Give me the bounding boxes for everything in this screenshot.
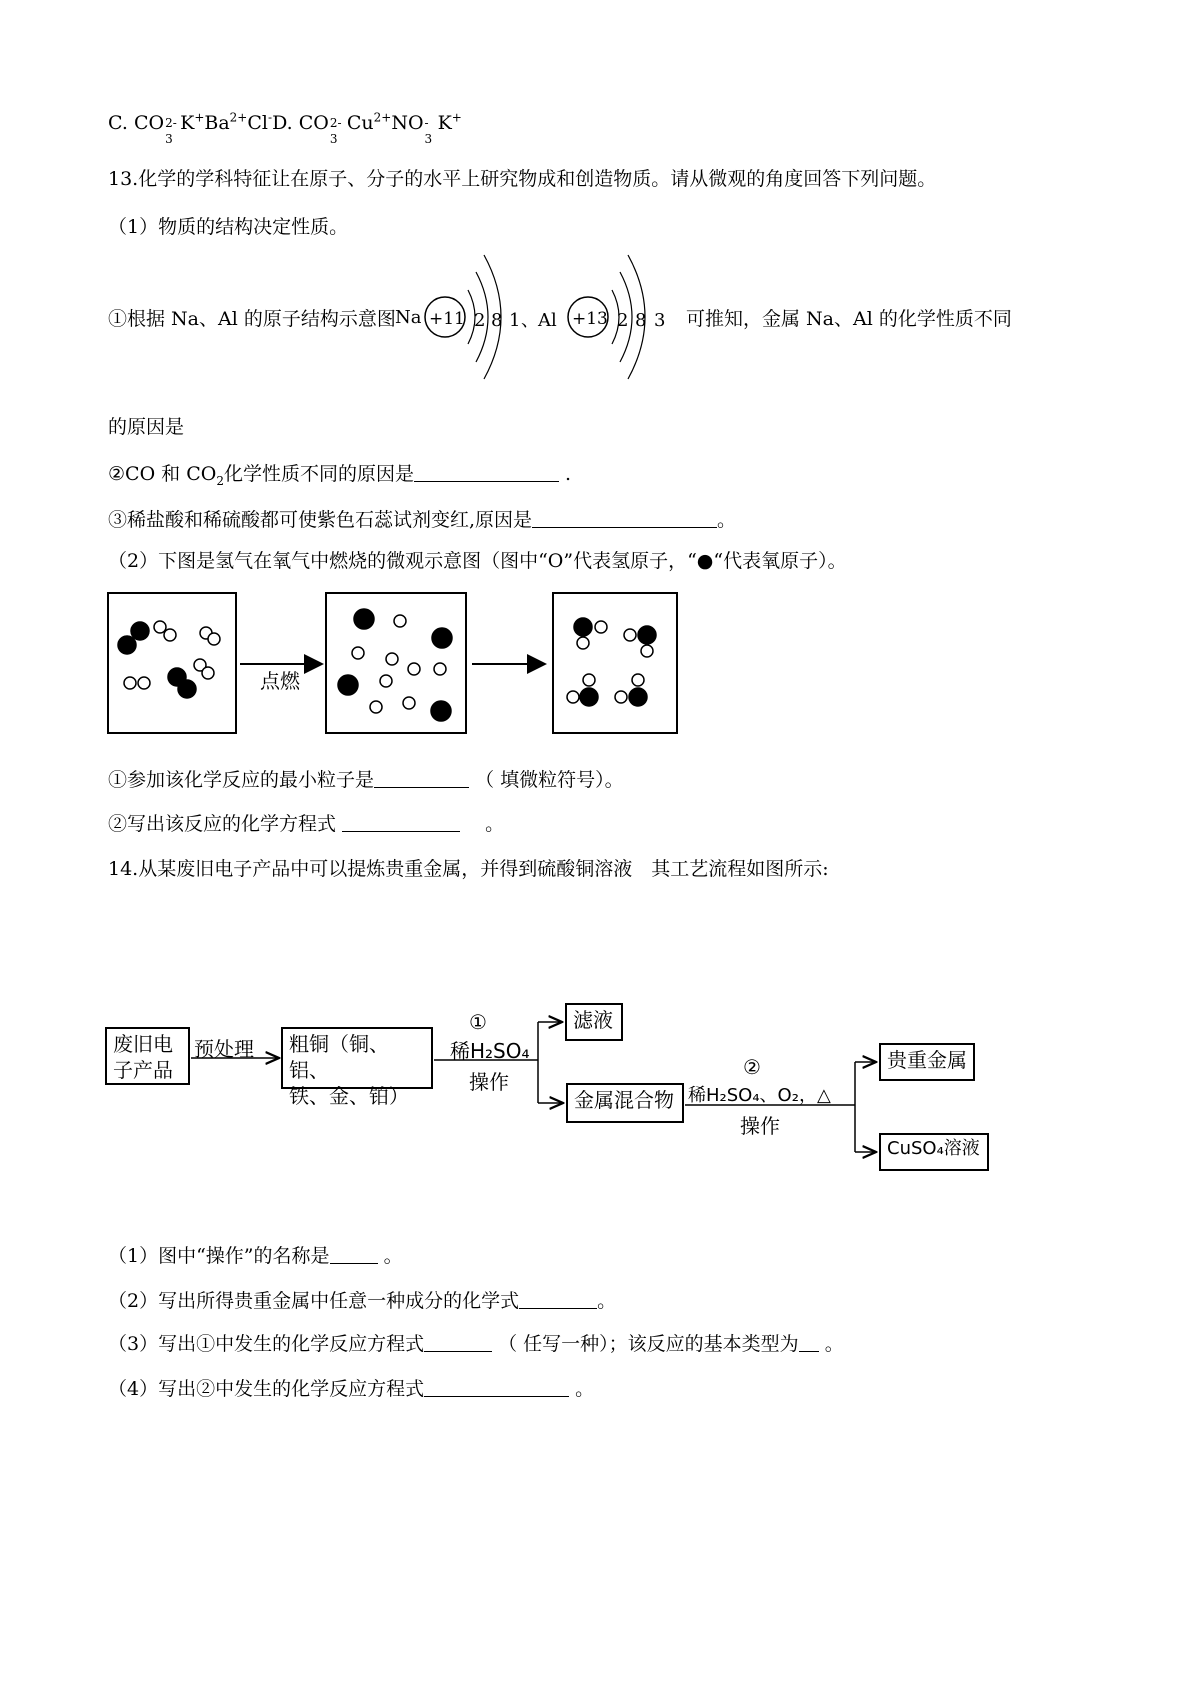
sub1-text-before: ①根据 Na、Al 的原子结构示意图 xyxy=(108,308,396,330)
part2-q1-end: （ 填微粒符号）。 xyxy=(475,769,624,791)
option-d-label: D. CO xyxy=(272,112,329,134)
box-precious-metal: 贵重金属 xyxy=(879,1043,975,1081)
option-c-ion: Cl xyxy=(247,112,268,134)
q14-q1-end: 。 xyxy=(383,1245,403,1267)
box-filtrate: 滤液 xyxy=(565,1003,623,1041)
na-shell-1: 2 xyxy=(474,310,486,331)
box-text: 子产品 xyxy=(113,1058,173,1082)
box-cuso4-solution: CuSO₄溶液 xyxy=(879,1133,989,1171)
na-shell-3: 1 xyxy=(509,310,521,331)
separator: 、 xyxy=(521,310,539,331)
box-text: 铁、金、铂） xyxy=(289,1084,409,1108)
al-shell-2: 8 xyxy=(635,310,647,331)
step2-operation: 操作 xyxy=(740,1114,780,1138)
answer-blank[interactable] xyxy=(424,1332,492,1352)
option-c-ion: K xyxy=(180,112,195,134)
q14-q1-text: （1）图中“操作”的名称是 xyxy=(108,1245,330,1267)
answer-blank[interactable] xyxy=(519,1289,597,1309)
q14-q2-line xyxy=(108,1289,616,1314)
box-text: 粗铜（铜、铝、 xyxy=(289,1032,389,1082)
sub3-text: ③稀盐酸和稀硫酸都可使紫色石蕊试剂变红,原因是 xyxy=(108,509,533,531)
step1-reagent: 稀H₂SO₄ xyxy=(450,1039,530,1063)
step1-number: ① xyxy=(469,1010,487,1034)
option-c-ion: Ba xyxy=(204,112,230,134)
q14-q3-line xyxy=(108,1332,844,1357)
sub1-text-after: 可推知，金属 Na、Al 的化学性质不同 xyxy=(686,308,1012,330)
part2-q1-text: ①参加该化学反应的最小粒子是 xyxy=(108,769,375,791)
sub3-end: 。 xyxy=(717,509,737,531)
step2-reagent: 稀H₂SO₄、O₂，△ xyxy=(688,1085,831,1106)
q14-q3-end: 。 xyxy=(824,1333,844,1355)
q14-q3-text: （3）写出①中发生的化学反应方程式 xyxy=(108,1333,425,1355)
q14-q2-end: 。 xyxy=(597,1290,617,1312)
q14-q4-line xyxy=(108,1377,594,1402)
q14-q3-mid: （ 任写一种）；该反应的基本类型为 xyxy=(498,1333,799,1355)
na-symbol: Na xyxy=(395,307,422,328)
sub2-text: ②CO 和 CO xyxy=(108,463,217,485)
al-symbol: Al xyxy=(538,310,557,331)
box-metal-mixture: 金属混合物 xyxy=(566,1083,684,1123)
q14-q4-end: 。 xyxy=(575,1378,595,1400)
option-c-label: C. CO xyxy=(108,112,165,134)
question-14-stem: 14.从某废旧电子产品中可以提炼贵重金属，并得到硫酸铜溶液 其工艺流程如图所示: xyxy=(108,858,829,880)
step1-operation: 操作 xyxy=(469,1070,509,1094)
answer-blank[interactable] xyxy=(424,1377,569,1397)
sub2-text: 化学性质不同的原因是 xyxy=(223,463,414,485)
ignite-label: 点燃 xyxy=(260,669,300,693)
part2-q2-end: 。 xyxy=(485,813,505,835)
step2-number: ② xyxy=(743,1055,761,1079)
option-d-ion: K xyxy=(437,112,452,134)
na-nucleus-charge: +11 xyxy=(429,309,465,329)
al-shell-1: 2 xyxy=(617,310,629,331)
question-12-options: C. CO 2- 3 $K^+Ba^{2+}Cl^-D$. CO 2- 3 $Cu^{2+}NO$ - 3 K+ xyxy=(108,110,462,146)
q14-q1-line xyxy=(108,1244,403,1269)
q14-q4-text: （4）写出②中发生的化学反应方程式 xyxy=(108,1378,425,1400)
al-nucleus-charge: +13 xyxy=(572,309,608,329)
question-13-part2: （2）下图是氢气在氧气中燃烧的微观示意图（图中“O”代表氢原子，“●“代表氧原子）。 xyxy=(108,550,847,572)
arrow-pretreat-label: 预处理 xyxy=(194,1037,254,1061)
option-d-ion: Cu xyxy=(346,112,374,134)
sub2-line: ②CO 和 $CO_2$化学性质不同的原因是 . xyxy=(108,463,572,488)
box-text: 废旧电 xyxy=(113,1032,173,1056)
answer-blank[interactable] xyxy=(330,1244,378,1264)
part2-q2-text: ②写出该反应的化学方程式 xyxy=(108,813,337,835)
option-d-ion: NO xyxy=(391,112,424,134)
na-shell-2: 8 xyxy=(491,310,503,331)
answer-blank[interactable] xyxy=(799,1332,819,1352)
q14-q2-text: （2）写出所得贵重金属中任意一种成分的化学式 xyxy=(108,1290,520,1312)
question-13-part1: （1）物质的结构决定性质。 xyxy=(108,216,349,238)
al-shell-3: 3 xyxy=(654,310,666,331)
sub2-end: . xyxy=(565,463,572,485)
question-13-stem: 13.化学的学科特征让在原子、分子的水平上研究物成和创造物质。请从微观的角度回答下列问题。 xyxy=(108,168,937,190)
sub1-continuation: 的原因是 xyxy=(108,416,185,438)
